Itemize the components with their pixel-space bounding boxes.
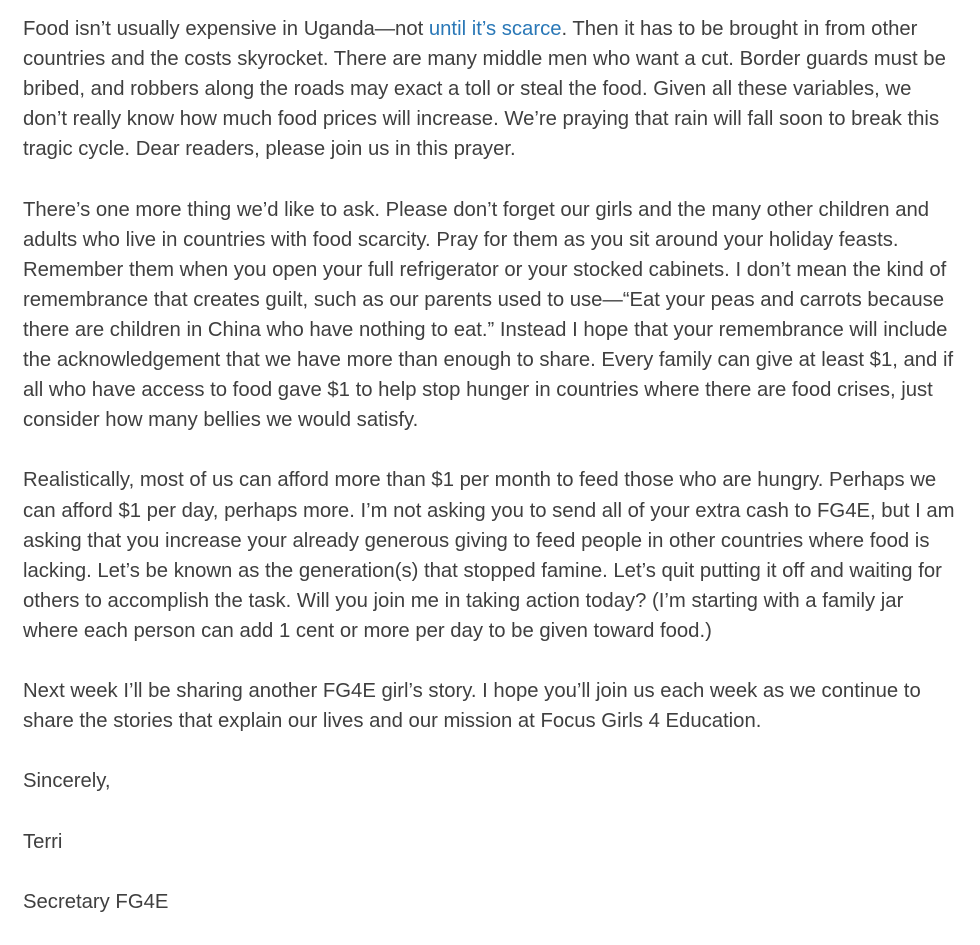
closing-salutation: Sincerely,: [23, 770, 111, 793]
paragraph-giving: Realistically, most of us can afford more than $1 per month to feed those who are hungry. Perhaps we can afford $1 per day, perhaps more. I’m not asking you to send all of your extra cash to FG4E, but I am asking that you increase your already generous giving to feed people in other countries where food is lacking. Let’s be known as the generation(s) that stopped famine. Let’s quit putting it off and waiting for others to accomplish the task. Will you join me in taking action today? (I’m starting with a family jar where each person can add 1 cent or more per day to be given toward food.): [23, 469, 955, 642]
signature-name: Terri: [23, 830, 63, 853]
paragraph-food-prices: [23, 14, 958, 164]
paragraph-remember-children: There’s one more thing we’d like to ask. Please don’t forget our girls and the many other children and adults who live in countries with food scarcity. Pray for them as you sit around your holiday feasts. Remember them when you open your full refrigerator or your stocked cabinets. I don’t mean the kind of remembrance that creates guilt, such as our parents used to use—“Eat your peas and carrots because there are children in China who have nothing to eat.” Instead I hope that your remembrance will include the acknowledgement that we have more than enough to share. Every family can give at least $1, and if all who have access to food gave $1 to help stop hunger in countries where there are food crises, just consider how many bellies we would satisfy.: [23, 198, 954, 432]
until-its-scarce-link[interactable]: until it’s scarce: [428, 18, 562, 40]
signature-title: Secretary FG4E: [23, 890, 169, 913]
paragraph-text: . Then it has to be brought in from other countries and the costs skyrocket. There are many middle men who want a cut. Border guards must be bribed, and robbers along the roads may exact a toll or steal the food. Given all these variables, we don’t really know how much food prices will increase. We’re praying that rain will fall soon to break this tragic cycle. Dear readers, please join us in this prayer.: [23, 18, 946, 161]
blog-post-body: [23, 14, 958, 917]
paragraph-next-week: Next week I’ll be sharing another FG4E girl’s story. I hope you’ll join us each week as we continue to share the stories that explain our lives and our mission at Focus Girls 4 Education.: [23, 680, 921, 733]
paragraph-text: Food isn’t usually expensive in Uganda—not: [23, 18, 429, 40]
